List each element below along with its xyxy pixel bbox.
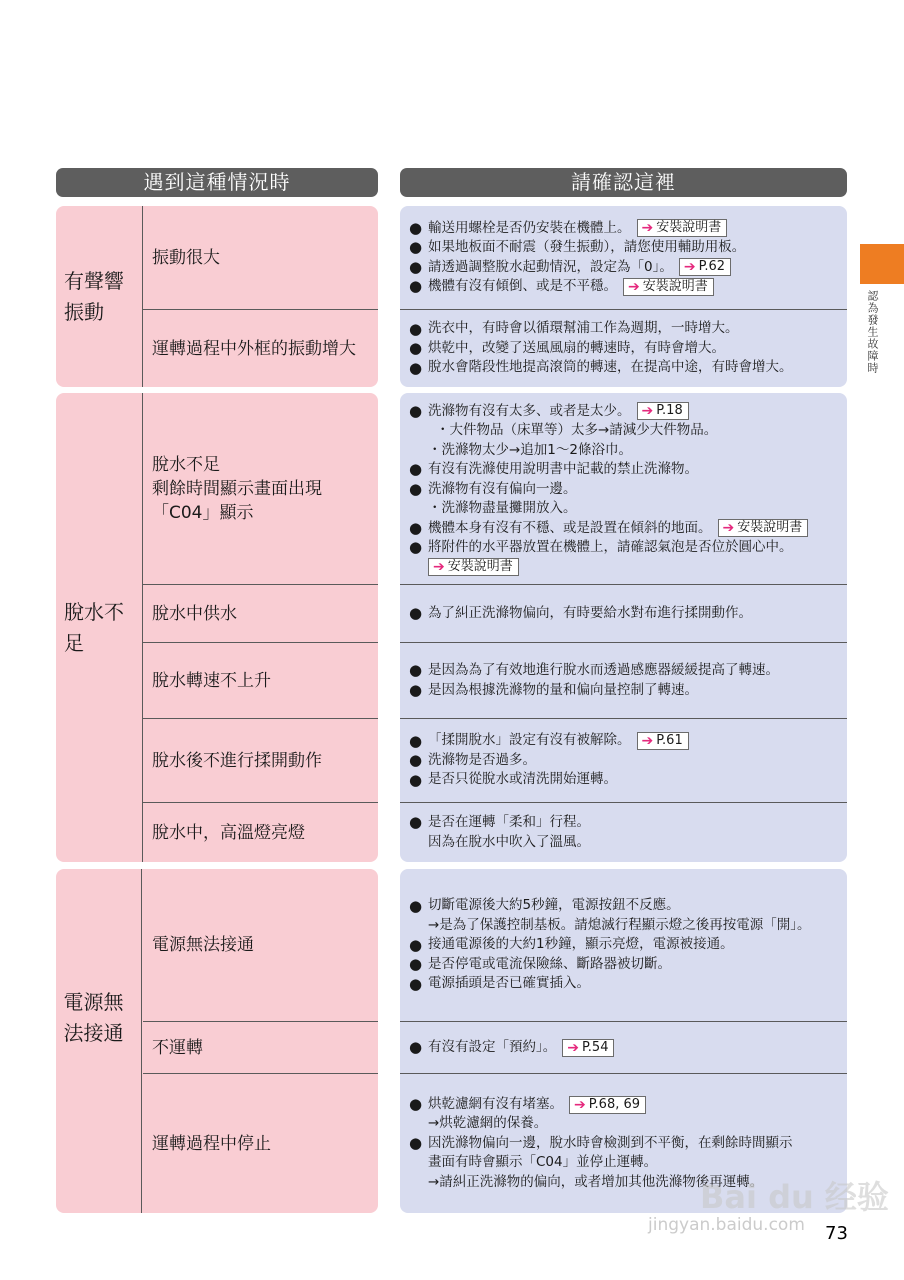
- check-box-2: [400, 393, 847, 862]
- bullet-icon: ●: [409, 460, 423, 479]
- group-insufficient-spin: [56, 393, 378, 862]
- check-line: [409, 955, 847, 975]
- symptom-text: 脫水中，高溫燈亮燈: [152, 822, 305, 843]
- bullet-icon: ●: [409, 680, 423, 699]
- check-line: [409, 731, 847, 751]
- check-cell: [400, 309, 847, 387]
- group-label: 脫水不足: [64, 599, 124, 655]
- arrow-right-icon: ➔: [567, 1039, 579, 1056]
- check-text: 是否在運轉「柔和」行程。: [428, 814, 590, 830]
- check-line: [428, 441, 847, 461]
- arrow-right-icon: ➔: [641, 733, 654, 749]
- group-label-cell: [56, 393, 143, 862]
- symptom-text: 運轉過程中外框的振動增大: [152, 338, 356, 359]
- arrow-right-icon: ➔: [433, 558, 445, 575]
- check-line: [428, 1114, 847, 1134]
- check-text: →烘乾濾網的保養。: [428, 1115, 548, 1132]
- page-reference-link[interactable]: [562, 1039, 614, 1057]
- bullet-icon: ●: [409, 935, 423, 954]
- check-text: 烘乾濾網有沒有堵塞。: [428, 1095, 563, 1112]
- check-text: 是因為為了有效地進行脫水而透過感應器緩緩提高了轉速。: [428, 662, 779, 678]
- check-text: 洗滌物有沒有偏向一邊。: [428, 480, 577, 497]
- check-line: [409, 661, 847, 681]
- check-text: 是因為根據洗滌物的量和偏向量控制了轉速。: [428, 681, 698, 698]
- section-tab-label: 認為發生故障時: [866, 290, 879, 374]
- check-cell: [400, 802, 847, 862]
- check-line: [428, 558, 847, 576]
- check-line: [409, 1038, 847, 1058]
- check-line: [409, 277, 847, 297]
- check-cell: [400, 642, 847, 718]
- symptom-cell: [143, 206, 378, 309]
- bullet-icon: ●: [409, 974, 423, 993]
- page-reference-label: P.54: [581, 1039, 609, 1055]
- page-reference-link[interactable]: [569, 1096, 646, 1114]
- page-reference-label: 安裝說明書: [656, 220, 722, 236]
- check-line: [409, 238, 847, 258]
- bullet-icon: ●: [409, 518, 423, 537]
- bullet-icon: ●: [409, 604, 423, 622]
- bullet-icon: ●: [409, 238, 423, 257]
- symptom-text: 不運轉: [152, 1037, 203, 1058]
- check-cell: [400, 718, 847, 802]
- page-reference-label: 安裝說明書: [737, 520, 803, 536]
- check-text: 為了糾正洗滌物偏向，有時要給水對布進行揉開動作。: [428, 604, 752, 621]
- check-text: 烘乾中，改變了送風風扇的轉速時，有時會增大。: [428, 339, 725, 356]
- check-text: 洗滌物有沒有太多、或者是太少。: [428, 402, 631, 419]
- page-reference-link[interactable]: [637, 219, 728, 237]
- check-line: [409, 935, 847, 955]
- arrow-right-icon: ➔: [574, 1096, 586, 1113]
- check-line: [409, 896, 847, 916]
- bullet-icon: ●: [409, 277, 423, 296]
- check-text: 電源插頭是否已確實插入。: [428, 975, 590, 992]
- bullet-icon: ●: [409, 218, 423, 237]
- group-label-cell: [56, 206, 143, 387]
- check-line: [409, 358, 847, 378]
- symptom-cell: [143, 1073, 378, 1213]
- check-cell: [400, 869, 847, 1021]
- page-reference-link[interactable]: [428, 558, 519, 576]
- check-line: [409, 402, 847, 422]
- bullet-icon: ●: [409, 731, 423, 750]
- check-line: [409, 770, 847, 790]
- check-text: 洗滌物是否過多。: [428, 751, 536, 768]
- check-box-1: [400, 206, 847, 387]
- symptom-text: 脫水後不進行揉開動作: [152, 750, 322, 771]
- arrow-right-icon: ➔: [628, 278, 640, 295]
- symptom-text: 脫水不足 剩餘時間顯示畫面出現 「C04」顯示: [152, 454, 322, 523]
- page-reference-link[interactable]: [679, 258, 731, 276]
- check-line: [409, 1095, 847, 1115]
- bullet-icon: ●: [409, 751, 423, 769]
- check-line: [409, 1134, 847, 1154]
- check-text: 請透過調整脫水起動情況，設定為「0」。: [428, 258, 673, 275]
- check-text: →請糾正洗滌物的偏向，或者增加其他洗滌物後再運轉。: [428, 1173, 764, 1190]
- bullet-icon: ●: [409, 339, 423, 357]
- check-text: 機體本身有沒有不穩、或是設置在傾斜的地面。: [428, 519, 712, 536]
- page-number: 73: [825, 1223, 848, 1244]
- page-reference-link[interactable]: [718, 519, 809, 537]
- page-reference-link[interactable]: [623, 278, 714, 296]
- check-line: [409, 604, 847, 624]
- check-text: 脫水會階段性地提高滾筒的轉速，在提高中途，有時會增大。: [428, 359, 793, 376]
- group-no-power: [56, 869, 378, 1213]
- bullet-icon: ●: [409, 1095, 423, 1113]
- symptom-text: 運轉過程中停止: [152, 1133, 271, 1154]
- check-line: [409, 460, 847, 480]
- symptom-text: 脫水轉速不上升: [152, 670, 271, 691]
- check-cell: [400, 584, 847, 642]
- page-reference-label: 安裝說明書: [642, 278, 708, 294]
- watermark-logo: Bai du 经验: [700, 1178, 889, 1216]
- page-reference-link[interactable]: [637, 402, 689, 420]
- arrow-right-icon: ➔: [722, 520, 735, 537]
- group-label: 電源無法接通: [63, 990, 124, 1045]
- check-text: 「揉開脫水」設定有沒有被解除。: [428, 732, 631, 749]
- page-reference-link[interactable]: [637, 732, 689, 750]
- bullet-icon: ●: [409, 813, 423, 832]
- arrow-right-icon: ➔: [683, 259, 696, 276]
- check-line: [409, 319, 847, 339]
- symptom-cell: [143, 309, 378, 387]
- arrow-right-icon: ➔: [641, 403, 654, 420]
- bullet-icon: ●: [409, 319, 423, 338]
- bullet-icon: ●: [409, 479, 423, 498]
- symptom-text: 電源無法接通: [152, 935, 254, 955]
- symptom-cell: [143, 393, 378, 584]
- check-cell: [400, 393, 847, 584]
- page-reference-label: P.18: [656, 403, 683, 419]
- symptom-cell: [143, 802, 378, 862]
- bullet-icon: ●: [409, 257, 423, 276]
- page-reference-label: P.61: [656, 733, 683, 748]
- arrow-right-icon: ➔: [641, 220, 654, 237]
- check-line: [409, 538, 847, 558]
- symptom-text: 振動很大: [152, 247, 220, 268]
- check-line: [409, 219, 847, 239]
- check-line: [409, 681, 847, 701]
- check-line: [436, 421, 847, 441]
- bullet-icon: ●: [409, 661, 423, 680]
- check-line: [409, 339, 847, 359]
- check-cell: [400, 206, 847, 309]
- check-text: 機體有沒有傾倒、或是不平穩。: [428, 278, 617, 294]
- page-reference-label: P.62: [698, 259, 726, 275]
- group-label: 有聲響振動: [64, 268, 124, 324]
- check-line: [428, 916, 847, 936]
- bullet-icon: ●: [409, 1038, 423, 1056]
- bullet-icon: ●: [409, 538, 423, 557]
- bullet-icon: ●: [409, 401, 423, 420]
- bullet-icon: ●: [409, 358, 423, 377]
- check-text: 將附件的水平器放置在機體上，請確認氣泡是否位於圓心中。: [428, 539, 793, 555]
- symptom-cell: [143, 869, 378, 1021]
- check-text: ・洗滌物太少→追加1～2條浴巾。: [428, 441, 632, 458]
- watermark-url: jingyan.baidu.com: [648, 1215, 805, 1235]
- check-text: 接通電源後的大約1秒鐘，顯示亮燈，電源被接通。: [428, 936, 734, 953]
- bullet-icon: ●: [409, 955, 423, 973]
- check-text: 如果地板面不耐震（發生振動），請您使用輔助用板。: [428, 239, 746, 255]
- check-text: 有沒有設定「預約」。: [428, 1038, 557, 1055]
- check-text: 輸送用螺栓是否仍安裝在機體上。: [428, 219, 631, 236]
- check-line: [428, 1153, 847, 1173]
- symptom-cell: [143, 718, 378, 802]
- check-line: [409, 480, 847, 500]
- check-box-3: [400, 869, 847, 1213]
- group-label-cell: [56, 869, 142, 1213]
- page-reference-label: 安裝說明書: [447, 558, 513, 574]
- check-text: ・大件物品（床單等）太多→請減少大件物品。: [436, 422, 718, 438]
- symptom-cell: [143, 642, 378, 718]
- header-situation: 遇到這種情況時: [56, 168, 378, 197]
- check-text: 洗衣中，有時會以循環幫浦工作為週期，一時增大。: [428, 320, 739, 337]
- check-cell: [400, 1021, 847, 1073]
- check-text: 有沒有洗滌使用說明書中記載的禁止洗滌物。: [428, 461, 698, 477]
- bullet-icon: ●: [409, 770, 423, 789]
- symptom-cell: [143, 1021, 378, 1073]
- check-line: [428, 833, 847, 853]
- check-text: 是否停電或電流保險絲、斷路器被切斷。: [428, 955, 671, 972]
- check-text: 因為在脫水中吹入了溫風。: [428, 833, 590, 850]
- check-line: [409, 751, 847, 771]
- check-text: ・洗滌物盡量攤開放入。: [428, 500, 577, 516]
- symptom-cell: [143, 584, 378, 642]
- check-line: [428, 499, 847, 519]
- symptom-text: 脫水中供水: [152, 603, 237, 624]
- group-noise-vibration: [56, 206, 378, 387]
- bullet-icon: ●: [409, 1134, 423, 1152]
- bullet-icon: ●: [409, 896, 423, 915]
- check-line: [409, 519, 847, 539]
- check-line: [409, 258, 847, 278]
- check-line: [409, 974, 847, 994]
- check-text: 畫面有時會顯示「C04」並停止運轉。: [428, 1154, 658, 1171]
- check-text: 因洗滌物偏向一邊，脫水時會檢測到不平衡，在剩餘時間顯示: [428, 1134, 793, 1151]
- check-line: [409, 813, 847, 833]
- section-tab-marker: [860, 244, 904, 284]
- page-reference-label: P.68, 69: [588, 1096, 641, 1112]
- header-check: 請確認這裡: [400, 168, 847, 197]
- check-text: →是為了保護控制基板。請熄滅行程顯示燈之後再按電源「開」。: [428, 916, 811, 933]
- check-text: 是否只從脫水或清洗開始運轉。: [428, 771, 617, 788]
- check-text: 切斷電源後大約5秒鐘，電源按鈕不反應。: [428, 897, 680, 914]
